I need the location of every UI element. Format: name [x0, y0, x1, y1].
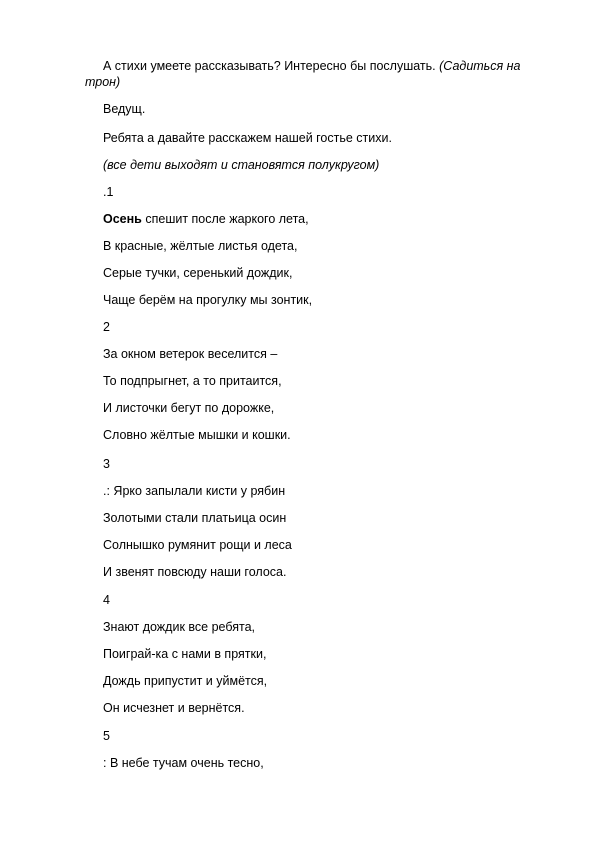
- poem-number: 3: [103, 457, 110, 471]
- poem-line: Солнышко румянит рощи и леса: [103, 538, 292, 552]
- poem-line: Серые тучки, серенький дождик,: [103, 266, 293, 280]
- speaker-label: Ведущ.: [103, 102, 146, 116]
- poem-line: .: Ярко запылали кисти у рябин: [103, 484, 286, 498]
- intro-text: А стихи умеете рассказывать? Интересно бы послушать.: [103, 59, 440, 73]
- poem-line: То подпрыгнет, а то притаится,: [103, 374, 282, 388]
- poem-line: [103, 212, 309, 227]
- stage-direction: (все дети выходят и становятся полукругом): [103, 158, 380, 172]
- poem-number: .1: [103, 185, 114, 199]
- poem-line: Золотыми стали платьица осин: [103, 511, 287, 525]
- poem-line: За окном ветерок веселится –: [103, 347, 278, 361]
- intro-stage-direction: (Садиться на трон): [85, 59, 521, 89]
- poem-line: Он исчезнет и вернётся.: [103, 701, 245, 715]
- poem-line: Дождь припустит и уймётся,: [103, 674, 268, 688]
- poem-line: В красные, жёлтые листья одета,: [103, 239, 298, 253]
- invitation-line: Ребята а давайте расскажем нашей гостье стихи.: [103, 131, 392, 145]
- poem-first-rest: спешит после жаркого лета,: [141, 212, 309, 226]
- poem-first-word: Осень: [103, 212, 142, 226]
- poem-number: 5: [103, 729, 110, 743]
- poem-line: И звенят повсюду наши голоса.: [103, 565, 287, 579]
- poem-number: 4: [103, 593, 110, 607]
- poem-line: Словно жёлтые мышки и кошки.: [103, 428, 291, 442]
- poem-line: И листочки бегут по дорожке,: [103, 401, 275, 415]
- poem-number: 2: [103, 320, 110, 334]
- poem-line: Знают дождик все ребята,: [103, 620, 255, 634]
- intro-paragraph: [85, 58, 545, 90]
- poem-line: Поиграй-ка с нами в прятки,: [103, 647, 267, 661]
- poem-line: : В небе тучам очень тесно,: [103, 756, 264, 770]
- poem-line: Чаще берём на прогулку мы зонтик,: [103, 293, 313, 307]
